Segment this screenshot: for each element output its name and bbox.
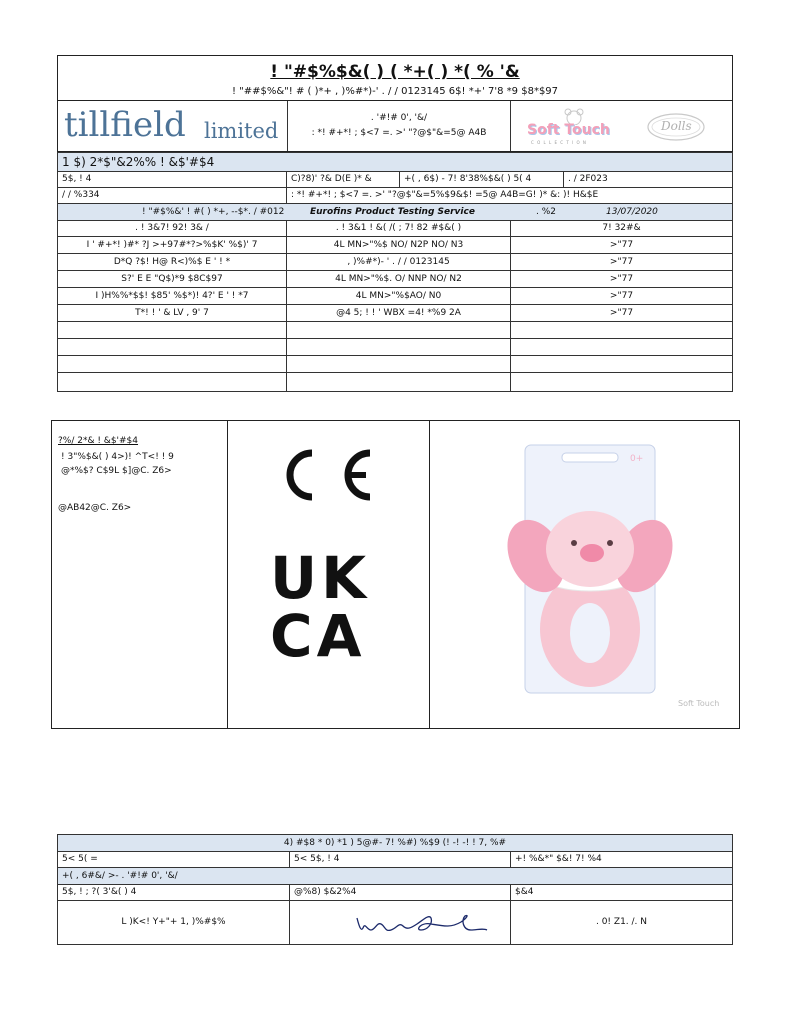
table-cell [57,338,287,356]
lab-name: Eurofins Product Testing Service [310,207,475,217]
logo-row [57,100,733,152]
certification-marks [228,421,430,728]
table-cell [510,321,733,339]
marking-line-1: ! 3"%$&( ) 4>)! ^T<! ! 9 [61,452,174,462]
signature-image [351,908,491,938]
row-b-cell-2: : *! #+*! ; $<7 =. >' "?@$"&=5%$9&$! =5@ A4B=G! )* &: )! H&$E [286,187,733,204]
row-a-cell-1: 5$, ! 4 [57,171,287,188]
table-cell [286,372,511,392]
col-header-2: . ! 3&1 ! &( /( ; 7! 82 #$&( ) [286,220,511,237]
table-cell: I )H%%*$$! $85' %$*)! 4?' E ' ! *7 [57,287,287,305]
lab-date: 13/07/2020 [606,207,658,217]
tillfield-logo [58,101,288,151]
col-header-3: 7! 32#& [510,220,733,237]
signoff-row2: +( , 6#&/ >- . '#!# 0', '&/ [57,867,733,885]
table-cell: >"77 [510,253,733,271]
document-subtitle: ! "##$%&"! # ( )*+ , )%#*)-' . / / 0123145 6$! *+' 7'8 *9 $8*$97 [231,86,559,97]
row-a-cell-2: C)?8)' ?& D(E )* & [286,171,400,188]
header-box [57,55,733,101]
table-cell [510,338,733,356]
marking-section [51,420,740,729]
marking-line-2: @*%$? C$9L $]@C. Z6> [61,466,172,476]
signoff-row1-cell-1: 5< 5( = [57,851,290,868]
signoff-row4-cell-1: L )K<! Y+"+ 1, )%#$% [57,900,290,945]
marking-line-3: @AB42@C. Z6> [58,503,132,513]
age-label: 0+ [630,454,644,464]
tillfield-logo-main: tillfield [64,105,186,145]
ukca-mark-ca: CA [270,602,366,670]
table-cell: , )%#*)- ' . / / 0123145 [286,253,511,271]
lab-row-mid: . %2 [536,207,556,217]
table-cell: I ' #+*! )#* ?J >+97#*?>%$K' %$)' 7 [57,236,287,254]
table-cell: @4 5; ! ! ' WBX =4! *%9 2A [286,304,511,322]
table-cell [510,355,733,373]
marking-heading: ?%/ 2*& ! &$'#$4 [58,436,139,446]
dolls-logo-text: Dolls [661,119,692,133]
table-cell [510,372,733,392]
table-cell: D*Q ?$! H@ R<)%$ E ' ! * [57,253,287,271]
dolls-logo [639,107,713,147]
document-title: ! "#$%$&( ) ( *+( ) *( % '& [270,62,520,82]
softtouch-logo [523,107,623,147]
table-cell [57,321,287,339]
signature-cell [289,900,511,945]
bunny-rattle-image [480,431,700,721]
signoff-row3-cell-2: @%8) $&2%4 [289,884,511,901]
signoff-row4-cell-3: . 0! Z1. /. N [510,900,733,945]
table-cell [286,355,511,373]
lab-row-label: ! "#$%&' ! #( ) *+, --$*. / #012 [142,207,285,217]
product-caption: Soft Touch [678,699,720,708]
section1-heading: 1 $) 2*$"&2%% ! &$'#$4 [57,152,733,172]
table-cell: >"77 [510,270,733,288]
signoff-row3-cell-3: $&4 [510,884,733,901]
table-cell [286,338,511,356]
signoff-heading: 4) #$8 * 0) *1 ) 5@#- 7! %#) %$9 (! -! -! ! 7, %# [57,834,733,852]
lab-row [57,203,733,221]
tillfield-logo-sub: limited [204,119,279,143]
table-cell: S?' E E "Q$)*9 $8C$97 [57,270,287,288]
ukca-mark-uk: UK [270,544,371,612]
company-address [288,101,511,151]
softtouch-logo-sub: C O L L E C T I O N [531,140,587,145]
table-cell: 4L MN>"%$ NO/ N2P NO/ N3 [286,236,511,254]
signoff-row1-cell-3: +! %&*" $&! 7! %4 [510,851,733,868]
table-cell [286,321,511,339]
row-b-cell-1: / / %334 [57,187,287,204]
table-cell: 4L MN>"%$AO/ N0 [286,287,511,305]
table-cell: 4L MN>"%$. O/ NNP NO/ N2 [286,270,511,288]
table-cell: T*! ! ' & LV , 9' 7 [57,304,287,322]
signoff-row1-cell-2: 5< 5$, ! 4 [289,851,511,868]
brand-logos [511,101,732,151]
softtouch-logo-text: Soft Touch [527,122,610,138]
col-header-1: . ! 3&7! 92! 3& / [57,220,287,237]
address-line-2: : *! #+*! ; $<7 =. >' "?@$"&=5@ A4B [311,128,487,138]
ukca-mark [270,544,390,670]
row-a-cell-4: . / 2F023 [563,171,733,188]
table-cell [57,355,287,373]
table-cell: >"77 [510,236,733,254]
ce-mark-icon [278,445,388,505]
address-line-1: . '#!# 0', '&/ [370,113,428,123]
table-cell: >"77 [510,304,733,322]
signoff-row3-cell-1: 5$, ! ; ?( 3'&( ) 4 [57,884,290,901]
product-photo [430,421,739,728]
row-a-cell-3: +( , 6$) - 7! 8'38%$&( ) 5( 4 [399,171,564,188]
marking-text-column [52,421,228,728]
table-cell: >"77 [510,287,733,305]
table-cell [57,372,287,392]
